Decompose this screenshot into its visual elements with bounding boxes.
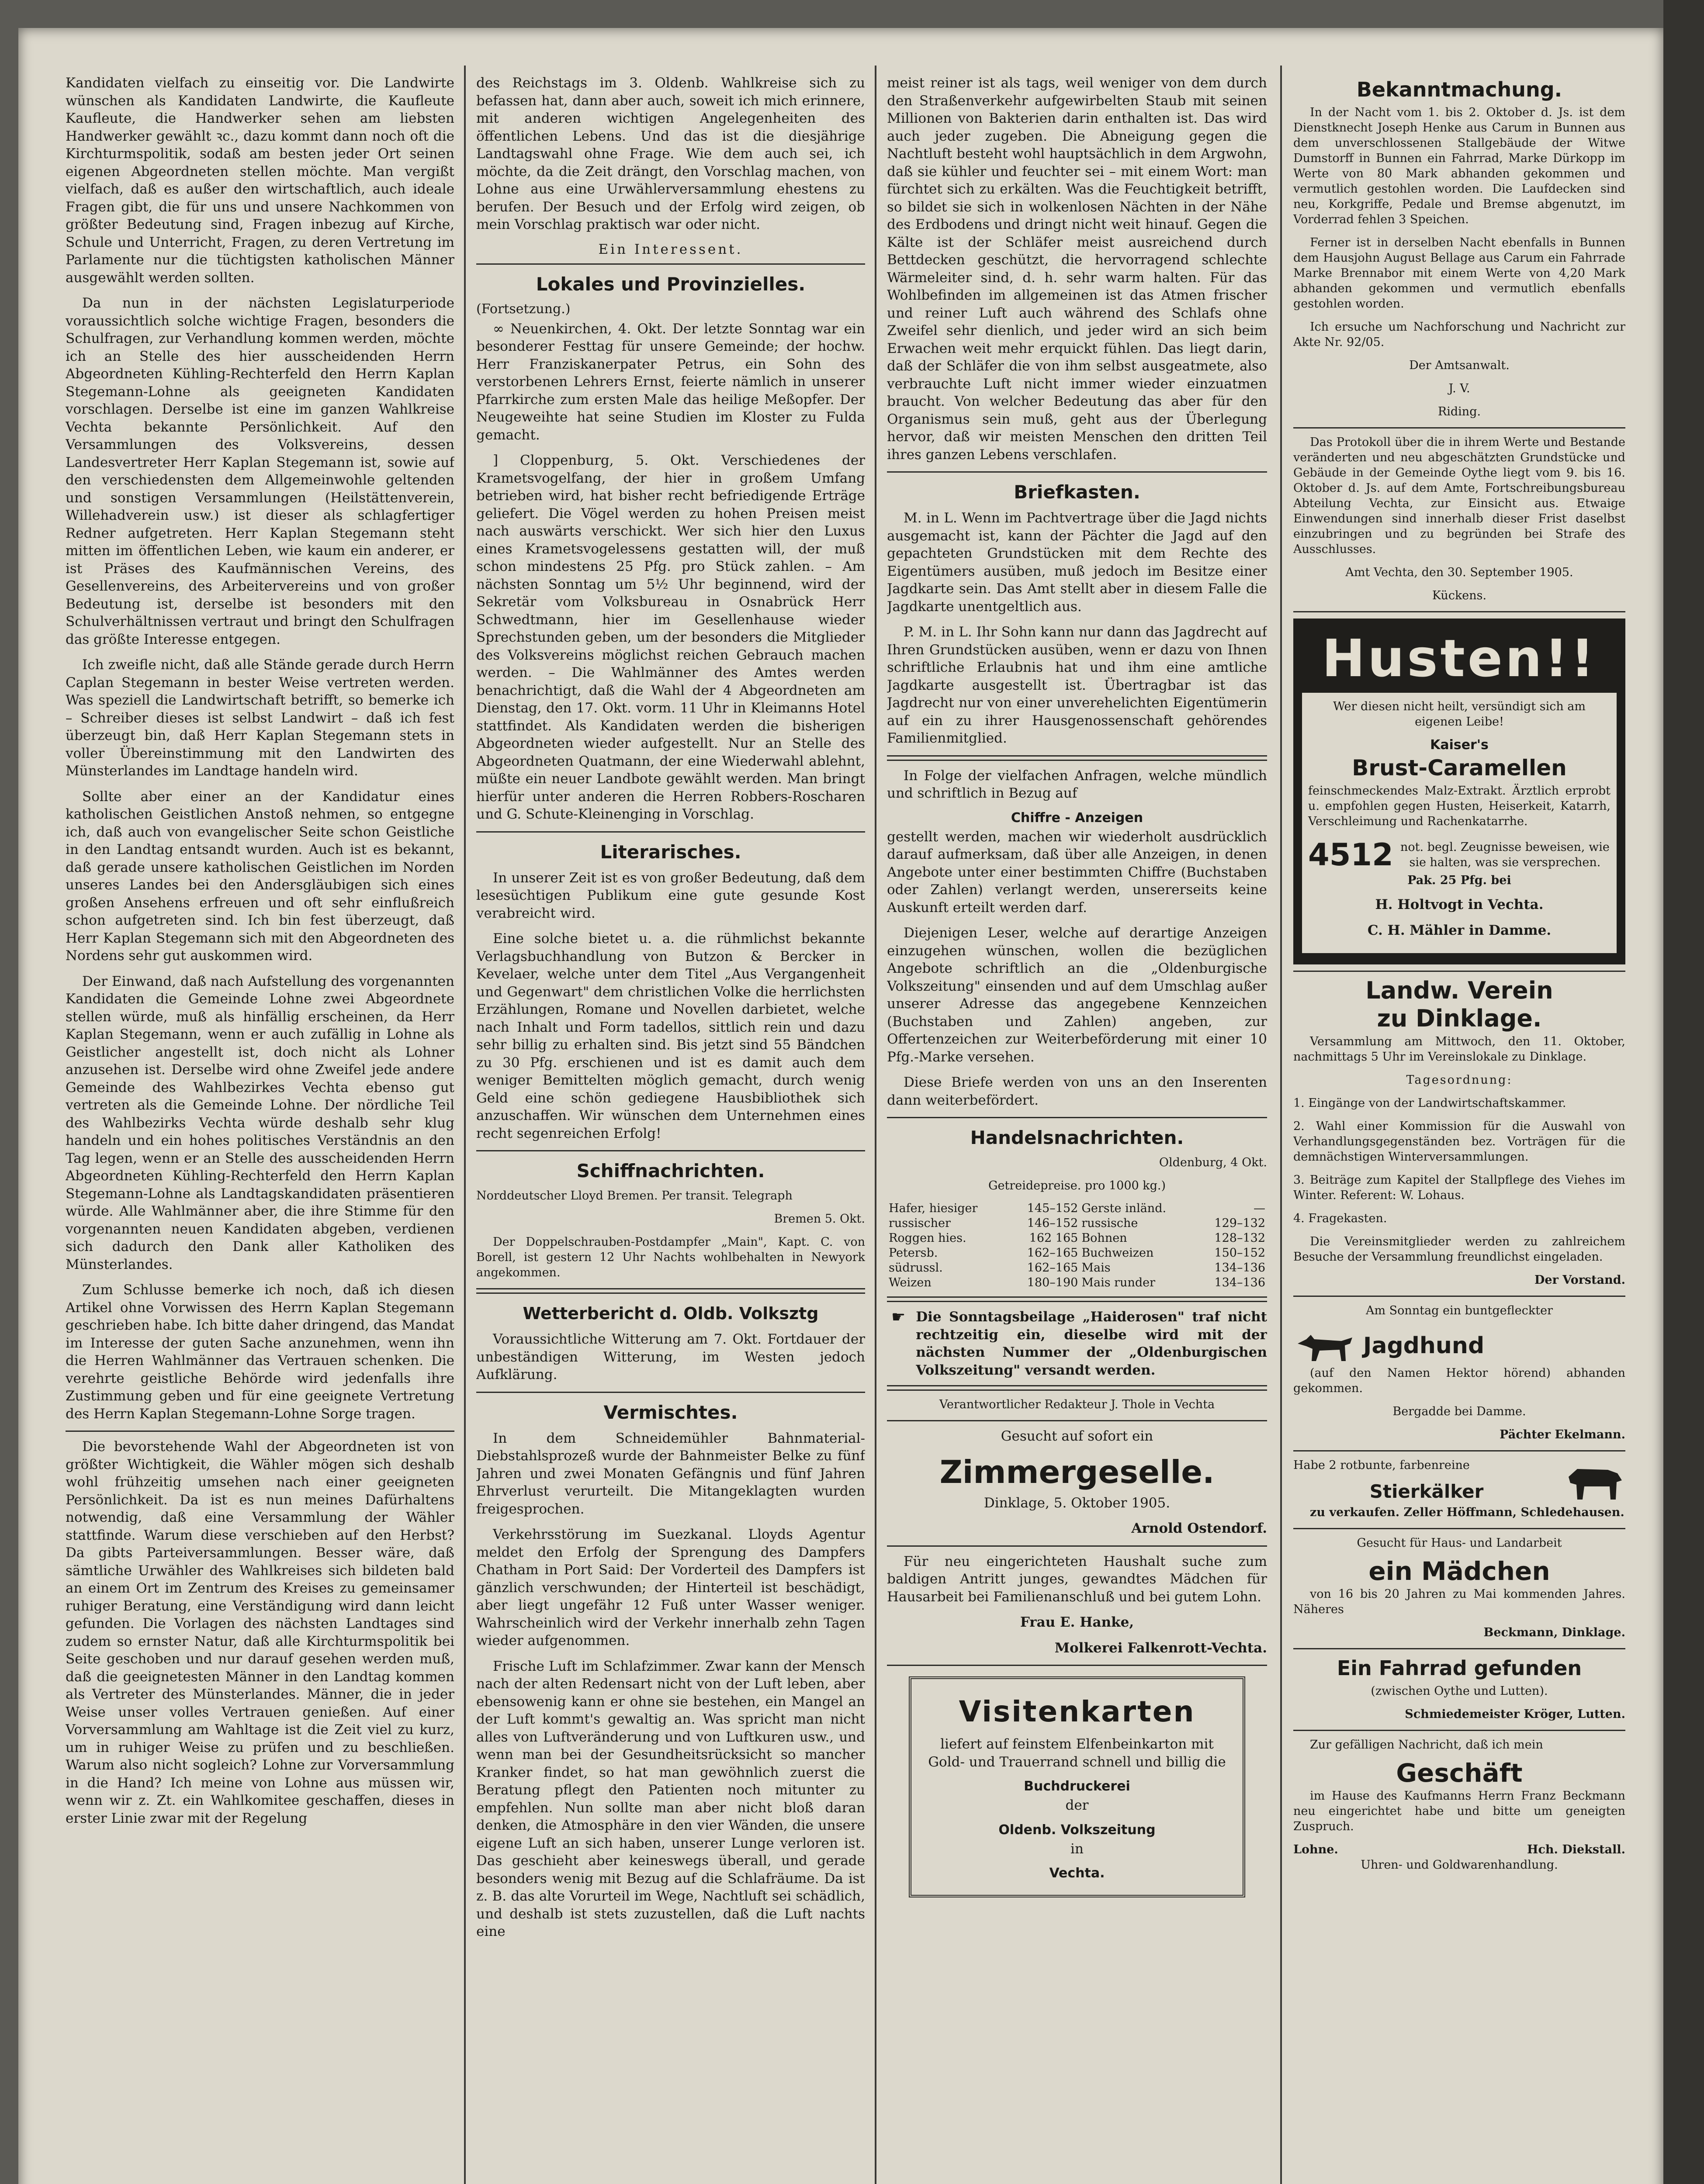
ad-firm: Oldenb. Volkszeitung: [998, 1822, 1156, 1838]
divider: [476, 263, 865, 265]
divider: [476, 1392, 865, 1393]
divider: [887, 1117, 1267, 1118]
ad-jagdhund: [1293, 1326, 1625, 1365]
article-paragraph: Ich zweifle nicht, daß alle Stände gerade durch Herrn Caplan Stegemann in bester Weise vertreten werden. Was speziell die Landwirtschaft betrifft, so bemerke ich – Schreiber dieses ist selbst Landwirt – daß ich fest überzeugt bin, daß Herr Kaplan Stegemann stets in voller Übereinstimmung mit den Landwirten des Münsterlandes im Landtage handeln wird.: [66, 657, 454, 779]
divider: [887, 1665, 1267, 1666]
divider: [1293, 1450, 1625, 1451]
ad-title-dinklage: zu Dinklage.: [1377, 1005, 1542, 1032]
ad-price: Pak. 25 Pfg. bei: [1407, 874, 1511, 887]
divider: [1293, 1296, 1625, 1297]
table-row: Roggen hies. 162 165 Bohnen 128–132: [889, 1231, 1265, 1245]
article-paragraph: Da nun in der nächsten Legislaturperiode voraussichtlich solche wichtige Fragen, besonders die Schulfragen, zur Verhandlung kommen werden, möchte ich an Stelle des hier ausscheidenden Herrn Abgeordneten Kühling-Rechterfeld den Herrn Kaplan Stegemann-Lohne als geeigneten Kandidaten vorschlagen. Derselbe ist eine im ganzen Wahlkreise Vechta bekannte Persönlichkeit. Auf den Versammlungen des Volksvereins, dessen Landesvertreter Herr Kaplan Stegemann ist, sowie auf den verschiedensten dem Allgemeinwohle geltenden und sonstigen Versammlungen (Heilstättenverein, Willehadverein usw.) ist dieser als schlagfertiger Redner aufgetreten. Herr Kaplan Stegemann steht mitten im öffentlichen Leben, wie kaum ein anderer, er ist Präses des Kaufmännischen Vereins, des Gesellenvereins, des Arbeitervereins und von großer Bedeutung ist, derselbe ist besonders mit den Schulverhältnissen vertraut und bringt den Schulfragen das größte Interesse entgegen.: [66, 295, 454, 647]
agenda-item: 3. Beiträge zum Kapitel der Stallpflege des Viehes im Winter. Referent: W. Lohaus.: [1293, 1173, 1625, 1202]
article-signature: Ein Interessent.: [598, 241, 743, 257]
section-heading-vermischtes: Vermischtes.: [603, 1401, 738, 1423]
ad-signature: Lohne.: [1293, 1843, 1338, 1856]
grain-price-table: [887, 1201, 1267, 1290]
agenda-heading: Tagesordnung:: [1406, 1073, 1513, 1087]
column-4: [1293, 74, 1625, 2184]
ad-husten: [1293, 619, 1625, 964]
ship-line: Bremen 5. Okt.: [774, 1212, 865, 1226]
notice-paragraph: Das Protokoll über die in ihrem Werte und Bestande veränderten und neu abgeschätzten Grundstücke und Gebäude in der Gemeinde Oythe liegt vom 9. bis 16. Oktober d. Js. auf dem Amte, Fortschreibungsbureau Abteilung Vechta, zur Einsicht aus. Etwaige Einwendungen sind innerhalb dieser Frist daselbst einzubringen und zu begründen bei Strafe des Ausschlusses.: [1293, 435, 1625, 556]
table-row: Petersb. 162–165 Buchweizen 150–152: [889, 1246, 1265, 1260]
ad-title-visitenkarten: Visitenkarten: [959, 1695, 1195, 1728]
ad-product: Brust-Caramellen: [1352, 755, 1567, 781]
divider: [887, 1296, 1267, 1302]
weather-report: Voraussichtliche Witterung am 7. Okt. Fortdauer der unbeständigen Witterung, im Westen jedoch Aufklärung.: [476, 1331, 865, 1382]
ad-text: der: [1065, 1797, 1089, 1813]
ad-signature-row: [1293, 1842, 1625, 1857]
ad-brand: Kaiser's: [1430, 737, 1489, 753]
divider: [1293, 1528, 1625, 1529]
notice-signature: Der Amtsanwalt.: [1409, 359, 1510, 372]
notice-signature: Riding.: [1437, 405, 1481, 418]
divider: [476, 831, 865, 833]
notice-paragraph: Diese Briefe werden von uns an den Inserenten dann weiterbefördert.: [887, 1075, 1267, 1108]
ad-stierkaelber: [1293, 1458, 1625, 1505]
divider: [1293, 1648, 1625, 1649]
divider: [1293, 611, 1625, 612]
divider: [66, 1431, 454, 1432]
ad-signature: Beckmann, Dinklage.: [1483, 1626, 1625, 1639]
section-heading-wetter: Wetterbericht d. Oldb. Volksztg: [523, 1304, 819, 1323]
divider: [887, 1385, 1267, 1391]
letter-answer: P. M. in L. Ihr Sohn kann nur dann das Jagdrecht auf Ihren Grundstücken ausüben, wenn er dazu von Ihnen schriftliche Erlaubnis hat und ihm eine amtliche Jagdkarte ausgestellt ist. Übertragbar ist das Jagdrecht nur von einer unverehelichten Eigentümerin auf ein zu ihrer Hausgenossenschaft gehörendes Familienmitglied.: [887, 624, 1267, 746]
article-paragraph: Die bevorstehende Wahl der Abgeordneten ist von größter Wichtigkeit, die Wähler mögen sich deshalb wohl frühzeitig umsehen nach einer geeigneten Persönlichkeit. Da ist es nun meines Dafürhaltens notwendig, daß eine Versammlung der Wähler stattfinde. Warum diese verschieben auf den Herbst? Da gibts Parteiversammlungen. Besser wäre, daß sämtliche Urwähler des Wahlkreises sich bildeten bald an einem Ort im Zentrum des Kreises zu gemeinsamer ruhiger Beratung, eine Verständigung wird dann leicht gefunden. Die Vorlagen des nächsten Landtages sind zudem so ernster Natur, daß alle Kirchturmspolitik bei Seite geschoben und nur darauf gesehen werden muß, daß die geeignetesten Männer in den Landtag kommen als Vertreter des Münsterlandes. Männer, die in jeder Weise unser volles Vertrauen genießen. Auf einer Vorversammlung am Wahltage ist die Zeit viel zu kurz, um in ruhiger Weise zu prüfen und zu beschließen. Warum also nicht sogleich? Lohne zur Vorversammlung in die Hand? Ich meine von Lohne aus müssen wir, wenn wir z. Zt. ein Wahlkomitee geschaffen, dieses in erster Linie zwar mit der Regelung: [66, 1439, 454, 1826]
ad-intro: Am Sonntag ein buntgefleckter: [1366, 1304, 1553, 1317]
ad-signature: Frau E. Hanke,: [1020, 1614, 1134, 1630]
editor-line: Verantwortlicher Redakteur J. Thole in Vechta: [939, 1398, 1215, 1411]
notice-paragraph: Diejenigen Leser, welche auf derartige Anzeigen einzugehen wünschen, wollen die bezüglichen Angebote schriftlich an die „Oldenburgische Volkszeitung" einsenden und auf dem Umschlag außer unserer Adresse das angegebene Kennzeichen (Buchstaben und Zahlen) angeben, zur Offertenzeichen zur Weiterbeförderung mit einer 10 Pfg.-Marke versehen.: [887, 925, 1267, 1065]
ad-text: im Hause des Kaufmanns Herrn Franz Beckmann neu eingerichtet habe und bitte um geneigten Zuspruch.: [1293, 1789, 1625, 1833]
notice-paragraph: gestellt werden, machen wir wiederholt ausdrücklich darauf aufmerksam, daß über alle Anzeigen, in denen Angebote unter einer bestimmten Chiffre (Buchstaben oder Zahlen) verlangt werden, unsererseits keine Auskunft erteilt werden darf.: [887, 829, 1267, 916]
ad-text: in: [1070, 1841, 1084, 1857]
section-heading-briefkasten: Briefkasten.: [1014, 481, 1140, 503]
section-heading-handel: Handelsnachrichten.: [970, 1127, 1184, 1148]
market-place: Oldenburg, 4 Okt.: [1159, 1156, 1267, 1169]
ad-title-husten: Husten!!: [1322, 628, 1597, 688]
notice-paragraph: In der Nacht vom 1. bis 2. Oktober d. Js. ist dem Dienstknecht Joseph Henke aus Carum in Bunnen aus dem unverschlossenen Stallgebäude der Witwe Dumstorff in Bunnen ein Fahrrad, Marke Dürkopp im Werte von 80 Mark abhanden gekommen und vermutlich gestohlen worden. Die Laufdecken sind neu, Korkgriffe, Pedale und Bremse abgenutzt, im Vorderrad fehlen 3 Speichen.: [1293, 106, 1625, 226]
column-3: [887, 74, 1267, 2184]
ad-intro: Gesucht für Haus- und Landarbeit: [1357, 1536, 1562, 1550]
news-item: Verkehrsstörung im Suezkanal. Lloyds Agentur meldet den Erfolg der Sprengung des Dampfers Chatham in Port Said: Der Vorderteil des Dampfers ist gänzlich verschwunden; der Hinterteil ist beschädigt, aber liegt ungefähr 12 Fuß unter Wasser weniger. Wahrscheinlich wird der Verkehr innerhalb zehn Tagen wieder aufgenommen.: [476, 1527, 865, 1648]
table-row: russischer 146–152 russische 129–132: [889, 1216, 1265, 1230]
ad-dealer: H. Holtvogt in Vechta.: [1375, 897, 1544, 912]
ad-title-jagdhund: Jagdhund: [1363, 1333, 1485, 1359]
divider: [476, 1150, 865, 1151]
ad-text: Für neu eingerichteten Haushalt suche zum baldigen Antritt junges, gewandtes Mädchen für Hausarbeit bei Familienanschluß und bei gutem Lohn.: [887, 1553, 1267, 1605]
agenda-item: 4. Fragekasten.: [1293, 1212, 1387, 1225]
divider: [887, 1545, 1267, 1547]
ad-text: von 16 bis 20 Jahren zu Mai kommenden Jahres. Näheres: [1293, 1587, 1625, 1616]
ad-firm: Buchdruckerei: [1024, 1779, 1130, 1794]
column-2: [476, 74, 865, 2184]
table-row: südrussl. 162–165 Mais 134–136: [889, 1261, 1265, 1275]
market-subtitle: Getreidepreise. pro 1000 kg.): [988, 1179, 1166, 1192]
ad-text: (zwischen Oythe und Lutten).: [1371, 1684, 1548, 1698]
ad-text: zu verkaufen. Zeller Höffmann, Schledehausen.: [1310, 1506, 1624, 1519]
ad-signature: Arnold Ostendorf.: [1131, 1521, 1267, 1536]
ad-husten-inner: [1302, 693, 1617, 953]
bull-icon: [1564, 1459, 1625, 1503]
ad-signature: Bergadde bei Damme.: [1392, 1405, 1526, 1418]
ad-text: liefert auf feinstem Elfenbeinkarton mit Gold- und Trauerrand schnell und billig die: [928, 1736, 1226, 1770]
ad-title-stierkaelber: Stierkälker: [1369, 1481, 1484, 1502]
testimonial-count: 4512: [1308, 837, 1393, 873]
ad-title-zimmergeselle: Zimmergeselle.: [939, 1453, 1215, 1490]
hunting-dog-icon: [1293, 1326, 1359, 1365]
news-item: ∞ Neuenkirchen, 4. Okt. Der letzte Sonntag war ein besonderer Festtag für unsere Gemeinde; der hochw. Herr Franziskanerpater Petrus, ein Sohn des verstorbenen Lehrers Ernst, feierte nämlich in unserer Pfarrkirche zum ersten Male das heilige Meßopfer. Der Neugeweihte hat seine Studien im Kloster zu Fulda gemacht.: [476, 321, 865, 443]
agenda-item: 2. Wahl einer Kommission für die Auswahl von Verhandlungsgegenständen bez. Vorträgen für die demnächstigen Winterversammlungen.: [1293, 1120, 1625, 1164]
ship-line: Norddeutscher Lloyd Bremen. Per transit. Telegraph: [476, 1189, 793, 1203]
news-item: ] Cloppenburg, 5. Okt. Verschiedenes der Krametsvogelfang, der hier in großem Umfang betrieben wird, hat bisher recht befriedigende Erträge geliefert. Die Vögel werden zu hohen Preisen meist nach auswärts verschickt. Wer sich hier den Luxus eines Krametsvogelessens gestatten will, der muß schon mindestens 25 Pfg. pro Stück zahlen. – Am nächsten Sonntag um 5½ Uhr beginnend, wird der Sekretär vom Volksbureau in Osnabrück Herr Schwedtmann, hier im Gesellenhause wieder Sprechstunden geben, um der besonders die Mitglieder des Volksvereins möglichst reichen Gebrauch machen werden. – Die Wahlmänner des Amtes werden benachrichtigt, daß die Wahl der 4 Abgeordneten am Dienstag, den 17. Okt. vorm. 11 Uhr in Kleimanns Hotel stattfindet. Als Kandidaten werden die bisherigen Abgeordneten wieder aufgestellt. Nur an Stelle des Abgeordneten Quatmann, der eine Wiederwahl ablehnt, müßte ein neuer Landbote gewählt werden. Man bringt hierfür unter anderen die Herren Robbers-Roscharen und G. Schute-Kleinenging in Vorschlag.: [476, 453, 865, 822]
ad-signature: Uhren- und Goldwarenhandlung.: [1361, 1858, 1558, 1872]
ad-firm-place: Vechta.: [1049, 1866, 1105, 1881]
ad-date: Dinklage, 5. Oktober 1905.: [984, 1495, 1171, 1511]
divider: [1293, 1730, 1625, 1731]
ad-signature: Pächter Ekelmann.: [1500, 1428, 1625, 1441]
notice-signature: Amt Vechta, den 30. September 1905.: [1345, 566, 1573, 579]
page-edge: [1663, 0, 1704, 2184]
notice-paragraph: Ferner ist in derselben Nacht ebenfalls in Bunnen dem Hausjohn August Bellage aus Carum ein Fahrrade Marke Brennabor mit einem Werte von 4,20 Mark abhanden gekommen und vermutlich ebenfalls gestohlen worden.: [1293, 236, 1625, 311]
ad-intro: Gesucht auf sofort ein: [1001, 1428, 1153, 1444]
divider: [1293, 971, 1625, 972]
ad-visitenkarten: [909, 1676, 1245, 1897]
section-heading-bekanntmachung: Bekanntmachung.: [1356, 78, 1562, 101]
ad-text: Die Vereinsmitglieder werden zu zahlreichem Besuche der Versammlung freundlichst eingeladen.: [1293, 1235, 1625, 1264]
pointing-hand-icon: ☛: [891, 1308, 906, 1326]
table-row: Hafer, hiesiger 145–152 Gerste inländ. —: [889, 1202, 1265, 1215]
ad-intro: Habe 2 rotbunte, farbenreine: [1293, 1458, 1470, 1472]
ad-text: (auf den Namen Hektor hörend) abhanden gekommen.: [1293, 1366, 1625, 1395]
agenda-item: 1. Eingänge von der Landwirtschaftskammer.: [1293, 1096, 1566, 1110]
ad-signature: Schmiedemeister Kröger, Lutten.: [1405, 1707, 1625, 1721]
divider: [476, 1288, 865, 1294]
sonntag-notice: [887, 1308, 1267, 1379]
column-rule: [875, 66, 876, 2184]
ad-text: Versammlung am Mittwoch, den 11. Oktober, nachmittags 5 Uhr im Vereinslokale zu Dinklage.: [1293, 1035, 1625, 1064]
divider: [887, 471, 1267, 473]
article-paragraph: Kandidaten vielfach zu einseitig vor. Die Landwirte wünschen als Kandidaten Landwirte, die Kaufleute Kaufleute, die Handwerker sehen am liebsten Handwerker gewählt ꝛc., dazu kommt dann noch oft die Kirchturmspolitik, sodaß am besten jeder Ort seinen eigenen Abgeordneten stellen möchte. Man vergißt vielfach, daß es außer den wirtschaftlich, auch ideale Fragen gibt, die für uns und unsere Nachkommen von größter Bedeutung sind, Fragen inbezug auf Kirche, Schule und Unterricht, Fragen, zu deren Vertretung im Parlamente nur die tüchtigsten katholischen Männer ausgewählt werden sollten.: [66, 75, 454, 286]
column-rule: [1280, 66, 1282, 2184]
notice-paragraph: Ich ersuche um Nachforschung und Nachricht zur Akte Nr. 92/05.: [1293, 320, 1625, 349]
article-paragraph: Der Einwand, daß nach Aufstellung des vorgenannten Kandidaten die Gemeinde Lohne zwei Abgeordnete stellen würde, muß als hinfällig erscheinen, da Herr Kaplan Stegemann, wenn er auch zufällig in Lohne als Geistlicher angestellt ist, doch nicht als Lohner anzusehen ist. Derselbe wird ohne Zweifel jede andere Gemeinde des Wahlbezirkes Vechta ebenso gut vertreten als die Gemeinde Lohne. Der nördliche Teil des Wahlbezirks Vechta würde deshalb sehr klug handeln und ein hohes politisches Verständnis an den Tag legen, wenn er an Stelle des ausscheidenden Herrn Abgeordneten Kühling-Rechterfeld den Herrn Kaplan Stegemann-Lohne als Landtagskandidaten präsentieren würde. Alle Wahlmänner aber, die ihre Stimme für den vorgenannten neuen Kandidaten abgeben, verdienen sich dadurch den Dank aller Katholiken des Münsterlandes.: [66, 973, 454, 1272]
section-subtitle: (Fortsetzung.): [476, 301, 571, 317]
ad-text: Wer diesen nicht heilt, versündigt sich am eigenen Leibe!: [1333, 700, 1586, 729]
sonntag-text: Die Sonntagsbeilage „Haiderosen" traf nicht rechtzeitig ein, dieselbe wird mit der nächsten Nummer der „Oldenburgischen Volkszeitung" versandt werden.: [916, 1309, 1267, 1378]
article-paragraph: des Reichstags im 3. Oldenb. Wahlkreise sich zu befassen hat, dann aber auch, soweit ich mich erinnere, mit anderen wichtigen Angelegenheiten des öffentlichen Lebens. Und das ist die diesjährige Landtagswahl ohne Frage. Wie dem auch sei, ich möchte, da die Zeit drängt, den Vorschlag machen, von Lohne aus eine Urwählerversammlung ehestens zu berufen. Der Besuch und der Erfolg wird zeigen, ob mein Vorschlag praktisch war oder nicht.: [476, 75, 865, 232]
table-row: Weizen 180–190 Mais runder 134–136: [889, 1276, 1265, 1289]
article-paragraph: meist reiner ist als tags, weil weniger von dem durch den Straßenverkehr aufgewirbelten Staub mit seinen Millionen von Bakterien darin enthalten ist. Das wird auch jeder zugeben. Die Abneigung gegen die Nachtluft besteht wohl hauptsächlich in dem Argwohn, daß sie kühler und feuchter sei – mit einem Wort: man fürchtet sich zu erkälten. Was die Feuchtigkeit betrifft, so bildet sie sich in wolkenlosen Nächten in der Nähe des Erdbodens und dringt nicht weit hinauf. Gegen die Kälte ist der Schläfer meist ausreichend durch Bettdecken geschützt, die hervorragend schlechte Wärmeleiter sind, d. h. sehr warm halten. Für das Wohlbefinden im allgemeinen ist das Atmen frischer und reiner Luft auch während des Schlafs ohne Zweifel sehr dienlich, und jeder wird an sich beim Erwachen weit mehr erquickt fühlen. Das liegt darin, daß der Schläfer die von ihm selbst ausgeatmete, also verbrauchte Luft nicht immer wieder einzuatmen braucht. Von welcher Bedeutung das aber für den Organismus sein muß, geht aus der Überlegung hervor, daß wir meisten Menschen den dritten Teil ihres ganzen Lebens verschlafen.: [887, 75, 1267, 463]
ad-testimonials: [1308, 837, 1610, 873]
ad-title-geschaeft: Geschäft: [1396, 1758, 1523, 1788]
article-paragraph: Zum Schlusse bemerke ich noch, daß ich diesen Artikel ohne Vorwissen des Herrn Kaplan Stegemann geschrieben habe. Ich bitte daher dringend, das Mandat im Interesse der guten Sache anzunehmen, wenn ihn die Herren Wahlmänner das Vertrauen schenken. Die verehrte geistliche Behörde wird jedenfalls ihre Zustimmung geben und für eine geeignete Vertretung des Herrn Kaplan Stegemann-Lohne Sorge tragen.: [66, 1282, 454, 1422]
divider: [887, 755, 1267, 761]
ad-title-landw-verein: Landw. Verein: [1365, 977, 1553, 1004]
section-heading-literarisches: Literarisches.: [600, 841, 741, 863]
section-heading-schiffnachrichten: Schiffnachrichten.: [576, 1160, 765, 1182]
divider: [1293, 427, 1625, 429]
ad-signature: Der Vorstand.: [1534, 1273, 1625, 1287]
letter-answer: M. in L. Wenn im Pachtvertrage über die Jagd nichts ausgemacht ist, kann der Pächter die Jagd auf den gepachteten Grundstücken mit dem Rechte des Eigentümers ausüben, muß jedoch im Besitze einer Jagdkarte sein. Das Amt stellt aber in diesem Falle die Jagdkarte unentgeltlich aus.: [887, 510, 1267, 615]
column-rule: [464, 66, 466, 2184]
chiffre-heading: Chiffre - Anzeigen: [1011, 810, 1143, 826]
ad-signature: Hch. Diekstall.: [1527, 1843, 1625, 1856]
article-paragraph: Sollte aber einer an der Kandidatur eines katholischen Geistlichen Anstoß nehmen, so entgegne ich, daß auch von evangelischer Seite schon Geistliche in den Landtag entsandt wurden. Auch ist es bekannt, daß gerade unsere katholischen Geistlichen im Norden unseres Landes bei den Andersgläubigen sich eines großen Ansehens erfreuen und oft sehr einflußreich schon aufgetreten sind. Ich bin fest überzeugt, daß Herr Kaplan Stegemann sich mit den Abgeordneten des Nordens sehr gut auskommen wird.: [66, 788, 454, 964]
ad-text: not. begl. Zeugnisse beweisen, wie sie halten, was sie versprechen.: [1400, 840, 1610, 869]
article-paragraph: Eine solche bietet u. a. die rühmlichst bekannte Verlagsbuchhandlung von Butzon & Bercker in Kevelaer, welche unter dem Titel „Aus Vergangenheit und Gegenwart" dem christlichen Volke die herrlichsten Erzählungen, Romane und Novellen darbietet, welche nach Inhalt und Form tadellos, sittlich rein und dazu sehr billig zu erhalten sind. Bis jetzt sind 55 Bändchen zu 30 Pfg. erschienen und ist es damit auch dem weniger Bemittelten möglich gemacht, durch wenig Geld eine schön gediegene Hausbibliothek sich anzuschaffen. Wir wünschen dem Unternehmen eines recht segenreichen Erfolg!: [476, 931, 865, 1141]
notice-signature: Kückens.: [1432, 589, 1487, 602]
news-item: In dem Schneidemühler Bahnmaterial-Diebstahlsprozeß wurde der Bahnmeister Belke zu fünf Jahren und zwei Monaten Gefängnis und fünf Jahren Ehrverlust verurteilt. Die Mitangeklagten wurden freigesprochen.: [476, 1430, 865, 1517]
ad-intro: Zur gefälligen Nachricht, daß ich mein: [1310, 1738, 1543, 1752]
divider: [887, 1420, 1267, 1421]
ad-signature: Molkerei Falkenrott-Vechta.: [1054, 1640, 1267, 1656]
ad-text: feinschmeckendes Malz-Extrakt. Ärztlich erprobt u. empfohlen gegen Husten, Heiserkeit, Katarrh, Verschleimung und Rachenkatarrhe.: [1308, 784, 1610, 828]
article-paragraph: In unserer Zeit ist es von großer Bedeutung, daß dem lesesüchtigen Publikum eine gute gesunde Kost verabreicht wird.: [476, 870, 865, 921]
notice-signature: J. V.: [1448, 382, 1470, 395]
ship-line: Der Doppelschrauben-Postdampfer „Main", Kapt. C. von Borell, ist gestern 12 Uhr Nachts wohlbehalten in Newyork angekommen.: [476, 1235, 865, 1279]
notice-paragraph: In Folge der vielfachen Anfragen, welche mündlich und schriftlich in Bezug auf: [887, 767, 1267, 801]
news-item: Frische Luft im Schlafzimmer. Zwar kann der Mensch nach der alten Redensart nicht von der Luft leben, aber ebensowenig kann er ohne sie bestehen, ein Mangel an der Luft kommt's gewaltig an. Was spricht man nicht alles von Luftveränderung und von Luftkuren usw., und wenn man bei der Gesundheitsrücksicht so mancher Kranker findet, so hat man gewöhnlich zuerst die Beratung pflegt den Patienten noch mitunter zu empfehlen. Nun sollte man aber nicht bloß daran denken, die Atmosphäre in den vier Wänden, die unsere eigene Luft an sich haben, unserer Lunge verloren ist. Das geschieht aber keineswegs überall, und gerade besonders wenig mit Bezug auf die Schlafräume. Da ist z. B. das alte Vorurteil im Wege, Nachtluft sei schädlich, und deshalb ist stets zuzustellen, daß die Luft nachts eine: [476, 1658, 865, 1939]
ad-title-fahrrad: Ein Fahrrad gefunden: [1337, 1656, 1582, 1680]
ad-dealer: C. H. Mähler in Damme.: [1367, 922, 1552, 938]
section-heading-lokales: Lokales und Provinzielles.: [536, 273, 806, 295]
column-1: [66, 74, 454, 2184]
ad-title-maedchen: ein Mädchen: [1368, 1556, 1550, 1586]
